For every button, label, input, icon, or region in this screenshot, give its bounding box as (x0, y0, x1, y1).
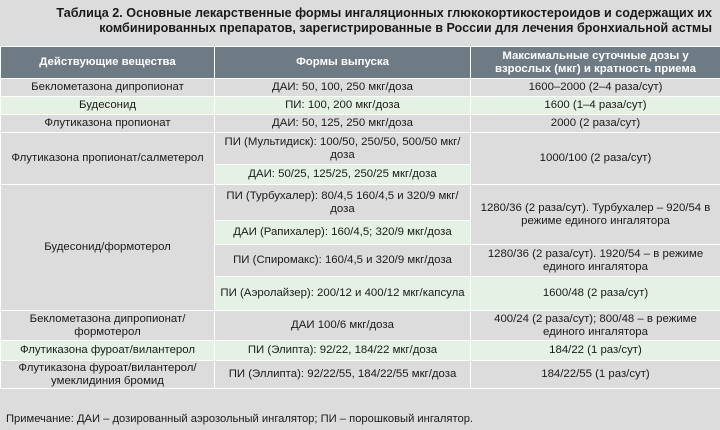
table-footnote: Примечание: ДАИ – дозированный аэрозольный ингалятор; ПИ – порошковый ингалятор. (0, 408, 720, 430)
cell-substance: Флутиказона пропионат/салметерол (1, 133, 215, 185)
header-row (1, 47, 720, 79)
cell-dose: 1000/100 (2 раза/сут) (471, 133, 720, 185)
cell-form: ПИ (Спиромакс): 160/4,5 и 320/9 мкг/доза (215, 245, 471, 277)
cell-dose: 400/24 (2 раза/сут); 800/48 – в режиме единого ингалятора (471, 311, 720, 341)
table-row (1, 133, 720, 165)
cell-form: ДАИ: 50, 100, 250 мкг/доза (215, 79, 471, 97)
cell-form: ПИ (Аэролайзер): 200/12 и 400/12 мкг/капсула (215, 277, 471, 311)
header-substances: Действующие вещества (1, 47, 215, 79)
cell-dose: 1600 (1–4 раза/сут) (471, 97, 720, 115)
cell-substance: Флутиказона фуроат/вилантерол/ умеклидиния бромид (1, 361, 215, 389)
title-line-1: Таблица 2. Основные лекарственные формы ингаляционных глюкокортикостероидов и содержащих их (56, 6, 712, 20)
cell-dose: 184/22 (1 раз/сут) (471, 341, 720, 361)
cell-form: ПИ (Элипта): 92/22, 184/22 мкг/доза (215, 341, 471, 361)
cell-dose: 1600–2000 (2–4 раза/сут) (471, 79, 720, 97)
cell-dose: 1280/36 (2 раза/сут). 1920/54 – в режиме единого ингалятора (471, 245, 720, 277)
cell-substance: Флутиказона фуроат/вилантерол (1, 341, 215, 361)
cell-form: ДАИ: 50, 125, 250 мкг/доза (215, 115, 471, 133)
table-row (1, 115, 720, 133)
table-row (1, 97, 720, 115)
cell-form: ДАИ: 50/25, 125/25, 250/25 мкг/доза (215, 165, 471, 185)
cell-substance: Будесонид/формотерол (1, 185, 215, 311)
table-row (1, 341, 720, 361)
cell-form: ПИ: 100, 200 мкг/доза (215, 97, 471, 115)
cell-dose: 1600/48 (2 раза/сут) (471, 277, 720, 311)
cell-form: ПИ (Мультидиск): 100/50, 250/50, 500/50 мкг/доза (215, 133, 471, 165)
table-row (1, 361, 720, 389)
drug-forms-table (0, 46, 720, 389)
cell-dose: 184/22/55 (1 раз/сут) (471, 361, 720, 389)
table-row (1, 79, 720, 97)
cell-form: ДАИ (Рапихалер): 160/4,5; 320/9 мкг/доза (215, 221, 471, 245)
cell-form: ДАИ 100/6 мкг/доза (215, 311, 471, 341)
cell-dose: 2000 (2 раза/сут) (471, 115, 720, 133)
header-doses: Максимальные суточные дозы у взрослых (мкг) и кратность приема (471, 47, 720, 79)
cell-substance: Беклометазона дипропионат (1, 79, 215, 97)
title-line-2: комбинированных препаратов, зарегистрированные в России для лечения бронхиальной астмы (99, 21, 712, 35)
cell-substance: Беклометазона дипропионат/ формотерол (1, 311, 215, 341)
header-forms: Формы выпуска (215, 47, 471, 79)
table-row (1, 311, 720, 341)
cell-substance: Флутиказона пропионат (1, 115, 215, 133)
table-title (0, 0, 720, 46)
cell-substance: Будесонид (1, 97, 215, 115)
cell-form: ПИ (Турбухалер): 80/4,5 160/4,5 и 320/9 мкг/доза (215, 185, 471, 221)
table-row (1, 185, 720, 221)
cell-dose: 1280/36 (2 раза/сут). Турбухалер – 920/54 в режиме единого ингалятора (471, 185, 720, 245)
cell-form: ПИ (Эллипта): 92/22/55, 184/22/55 мкг/доза (215, 361, 471, 389)
